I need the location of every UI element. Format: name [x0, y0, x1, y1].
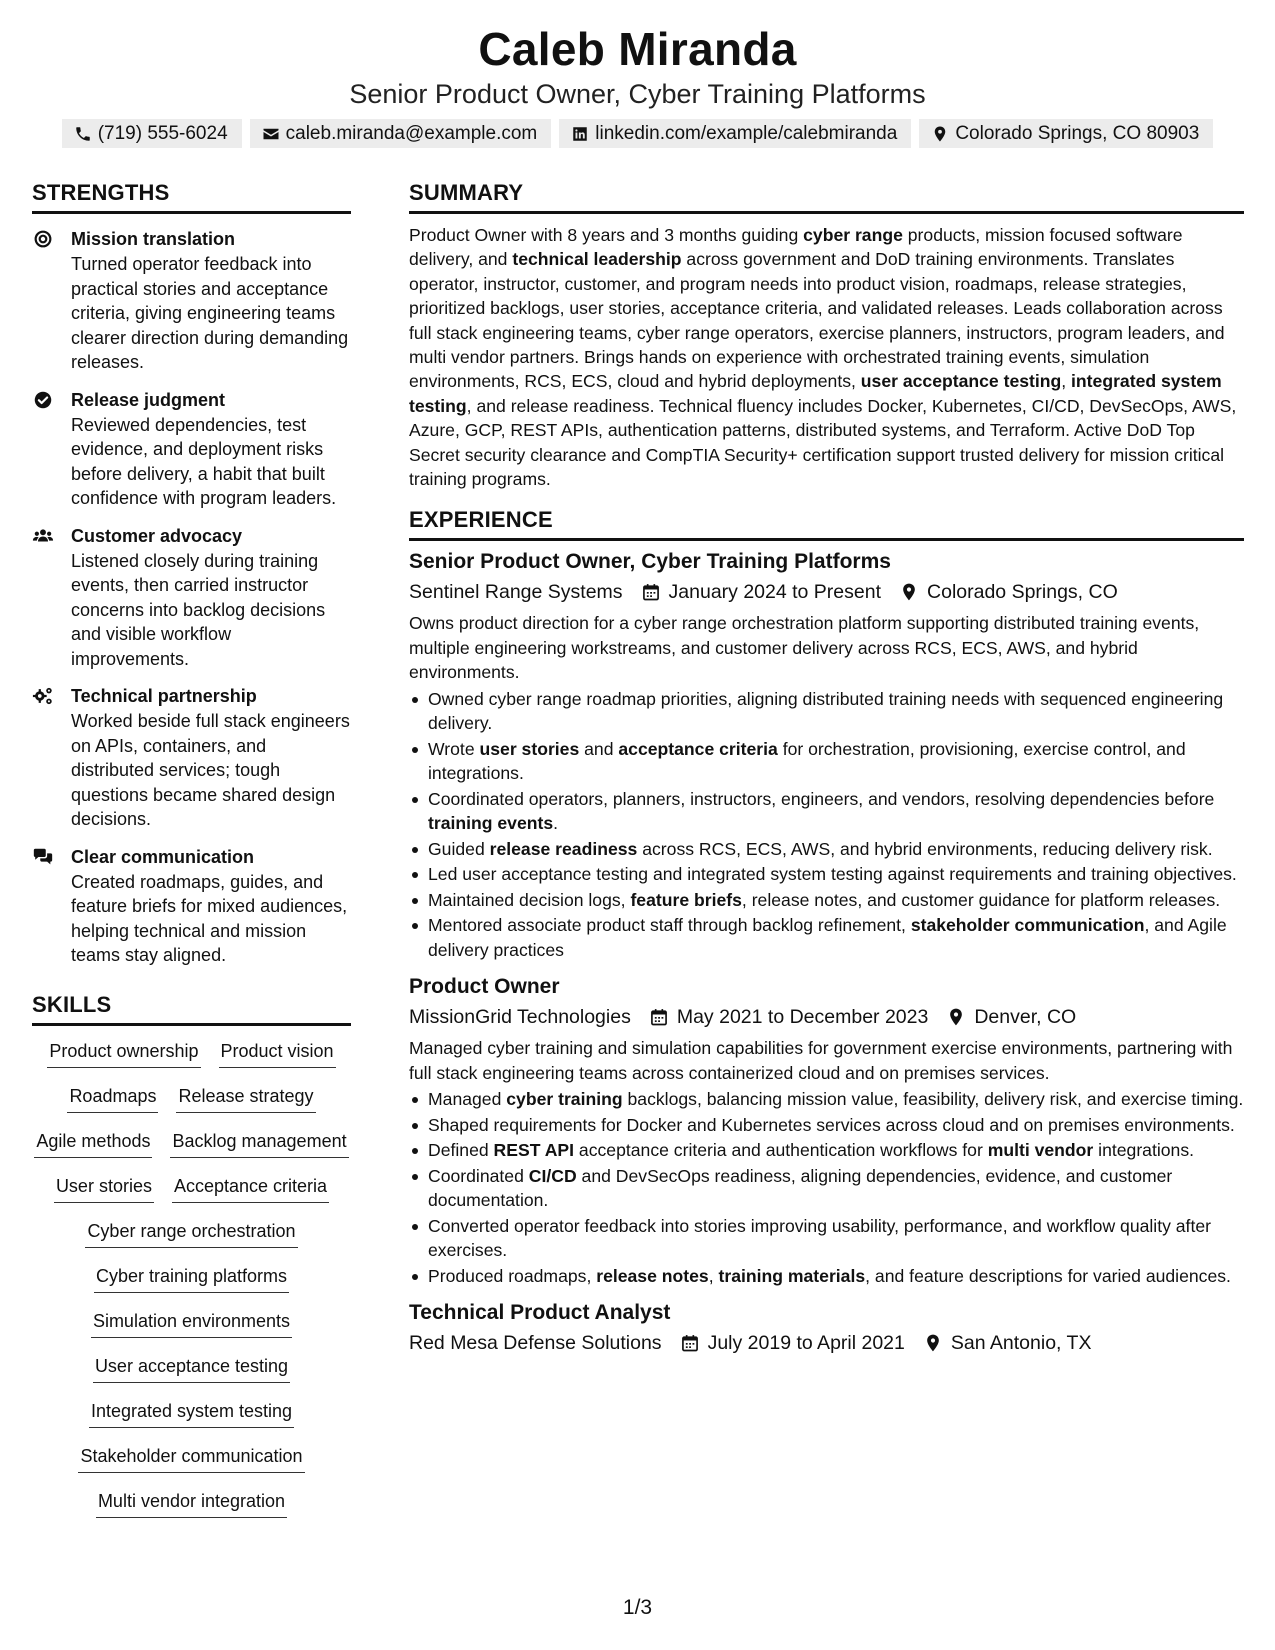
skill-tag: Multi vendor integration: [96, 1488, 287, 1518]
calendar-icon: [641, 582, 661, 602]
job-company: Red Mesa Defense Solutions: [409, 1332, 662, 1355]
linkedin-icon: [571, 125, 589, 143]
skill-tag: Product ownership: [47, 1038, 200, 1068]
contact-location-text: Colorado Springs, CO 80903: [955, 122, 1200, 144]
map-pin-icon: [923, 1333, 943, 1353]
job-bullet: Maintained decision logs, feature briefs, release notes, and customer guidance for platform releases.: [409, 888, 1244, 912]
skill-tag: Simulation environments: [91, 1308, 292, 1338]
check-circle-icon: [32, 389, 54, 411]
job-bullet: Shaped requirements for Docker and Kubernetes services across cloud and on premises environments.: [409, 1113, 1244, 1137]
job-meta: [409, 1002, 1244, 1032]
skill-tag: Integrated system testing: [89, 1398, 294, 1428]
strength-desc: Created roadmaps, guides, and feature briefs for mixed audiences, helping technical and mission teams stay aligned.: [71, 871, 348, 965]
job-location: San Antonio, TX: [950, 1332, 1092, 1355]
job-bullet: Coordinated CI/CD and DevSecOps readiness, aligning dependencies, evidence, and customer documentation.: [409, 1164, 1244, 1213]
skill-tag: User acceptance testing: [93, 1353, 290, 1383]
map-pin-icon: [899, 582, 919, 602]
calendar-icon: [649, 1007, 669, 1027]
summary-text: Product Owner with 8 years and 3 months guiding cyber range products, mission focused software delivery, and technical leadership across government and DoD training environments. Translates operator, instructor, customer, and program needs into product vision, roadmaps, release strategies, prioritized backlogs, user stories, acceptance criteria, and validated releases. Leads collaboration across full stack engineering teams, cyber range operators, exercise planners, instructors, program leaders, and multi vendor partners. Brings hands on experience with orchestrated training events, simulation environments, RCS, ECS, cloud and hybrid deployments, user acceptance testing, integrated system testing, and release readiness. Technical fluency includes Docker, Kubernetes, CI/CD, DevSecOps, AWS, Azure, GCP, REST APIs, authentication patterns, distributed systems, and Terraform. Active DoD Top Secret security clearance and CompTIA Security+ certification support trusted delivery for mission critical training programs.: [409, 225, 1237, 490]
strength-desc: Listened closely during training events, then carried instructor concerns into backlog decisions and visible workflow improvements.: [71, 550, 326, 669]
strength-title: Mission translation: [71, 229, 236, 249]
left-column: [32, 178, 351, 1533]
job-bullet: Led user acceptance testing and integrated system testing against requirements and training objectives.: [409, 862, 1244, 886]
contact-location: [919, 119, 1213, 148]
job-bullet: Managed cyber training backlogs, balancing mission value, feasibility, delivery risk, and exercise timing.: [409, 1087, 1244, 1111]
job-bullet: Guided release readiness across RCS, ECS, AWS, and hybrid environments, reducing delivery risk.: [409, 837, 1244, 861]
job-company: Sentinel Range Systems: [409, 581, 623, 604]
map-pin-icon: [931, 125, 949, 143]
skill-tag: Roadmaps: [67, 1083, 158, 1113]
job-title: Technical Product Analyst: [409, 1301, 671, 1325]
phone-icon: [74, 125, 92, 143]
contact-bar: [0, 119, 1275, 148]
skill-tag: Stakeholder communication: [78, 1443, 304, 1473]
job-location: Colorado Springs, CO: [927, 581, 1118, 604]
contact-linkedin-text: linkedin.com/example/calebmiranda: [595, 122, 898, 144]
calendar-icon: [680, 1333, 700, 1353]
contact-linkedin[interactable]: [559, 119, 911, 148]
strength-desc: Reviewed dependencies, test evidence, and deployment risks before delivery, a habit that built confidence with program leaders.: [71, 414, 337, 508]
skills-heading: SKILLS: [32, 990, 351, 1026]
skill-tag: Acceptance criteria: [172, 1173, 329, 1203]
skill-tag: Agile methods: [34, 1128, 152, 1158]
job-title: Senior Product Owner, Cyber Training Platforms: [409, 550, 891, 574]
job-bullet: Produced roadmaps, release notes, training materials, and feature descriptions for varied audiences.: [409, 1264, 1244, 1288]
candidate-title: Senior Product Owner, Cyber Training Platforms: [349, 79, 926, 109]
job-entry: [409, 972, 1244, 1288]
strength-title: Release judgment: [71, 389, 226, 410]
skill-tag: Cyber range orchestration: [85, 1218, 297, 1248]
strength-item: [32, 523, 351, 672]
job-meta: [409, 577, 1244, 607]
job-bullet: Converted operator feedback into stories improving usability, performance, and workflow quality after exercises.: [409, 1214, 1244, 1263]
contact-email[interactable]: [250, 119, 552, 148]
job-location: Denver, CO: [974, 1006, 1077, 1029]
strength-title: Clear communication: [71, 846, 255, 867]
experience-heading: EXPERIENCE: [409, 505, 1244, 541]
skill-tag: Release strategy: [176, 1083, 315, 1113]
strength-title: Customer advocacy: [71, 525, 243, 546]
envelope-icon: [262, 125, 280, 143]
resume-header: [0, 22, 1275, 148]
strength-title: Technical partnership: [71, 686, 257, 706]
contact-phone[interactable]: [62, 119, 242, 148]
strength-item: [32, 226, 351, 375]
target-icon: [32, 228, 54, 250]
skill-tag: Backlog management: [170, 1128, 348, 1158]
job-bullets: [409, 1087, 1244, 1288]
job-description: Owns product direction for a cyber range orchestration platform supporting distributed training events, multiple engineering workstreams, and customer delivery across RCS, ECS, AWS, and hybrid environments.: [409, 613, 1200, 683]
job-bullet: Wrote user stories and acceptance criteria for orchestration, provisioning, exercise control, and integrations.: [409, 737, 1244, 786]
job-dates: July 2019 to April 2021: [707, 1332, 905, 1355]
right-column: [409, 178, 1244, 1358]
map-pin-icon: [946, 1007, 966, 1027]
strength-item: [32, 683, 351, 832]
summary-heading: SUMMARY: [409, 178, 1244, 214]
comments-icon: [32, 846, 54, 868]
contact-email-text: caleb.miranda@example.com: [285, 122, 538, 144]
skill-tag: User stories: [54, 1173, 154, 1203]
job-bullet: Mentored associate product staff through backlog refinement, stakeholder communication, and Agile delivery practices: [409, 913, 1244, 962]
job-bullets: [409, 687, 1244, 963]
job-title: Product Owner: [409, 975, 560, 999]
job-bullet: Defined REST API acceptance criteria and authentication workflows for multi vendor integrations.: [409, 1138, 1244, 1162]
gears-icon: [32, 685, 54, 707]
contact-phone-text: (719) 555-6024: [97, 122, 228, 144]
page-number: 1/3: [622, 1596, 653, 1619]
job-entry: [409, 547, 1244, 962]
skill-tag: Cyber training platforms: [94, 1263, 289, 1293]
job-bullet: Owned cyber range roadmap priorities, aligning distributed training needs with sequenced engineering delivery.: [409, 687, 1244, 736]
strength-desc: Worked beside full stack engineers on APIs, containers, and distributed services; tough questions became shared design decisions.: [71, 711, 350, 829]
job-entry: [409, 1298, 1244, 1358]
strength-desc: Turned operator feedback into practical stories and acceptance criteria, giving engineering teams clearer direction during demanding releases.: [71, 254, 349, 372]
strength-item: [32, 387, 351, 511]
job-company: MissionGrid Technologies: [409, 1006, 631, 1029]
strength-item: [32, 844, 351, 968]
job-description: Managed cyber training and simulation capabilities for government exercise environments, partnering with full stack engineering teams across containerized cloud and on premises services.: [409, 1038, 1233, 1083]
job-meta: [409, 1328, 1244, 1358]
skill-tag: Product vision: [219, 1038, 336, 1068]
job-bullet: Coordinated operators, planners, instructors, engineers, and vendors, resolving dependencies before training events.: [409, 787, 1244, 836]
job-dates: January 2024 to Present: [668, 581, 882, 604]
job-dates: May 2021 to December 2023: [676, 1006, 929, 1029]
users-icon: [32, 525, 54, 547]
strengths-heading: STRENGTHS: [32, 178, 351, 214]
candidate-name: Caleb Miranda: [478, 23, 797, 75]
skills-list: [32, 1038, 351, 1533]
